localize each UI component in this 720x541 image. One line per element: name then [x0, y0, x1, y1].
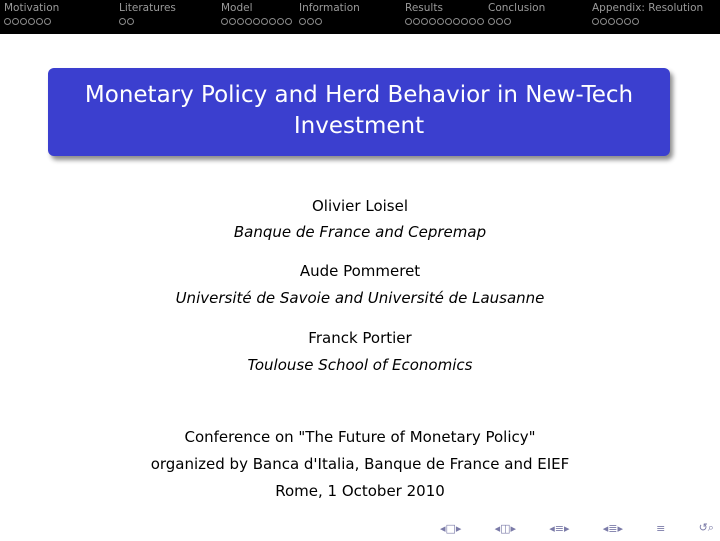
frame-dot[interactable] — [600, 18, 607, 25]
nav-section-model[interactable]: Model — [221, 2, 253, 14]
frame-dots-conclusion — [488, 18, 511, 25]
frame-dot[interactable] — [285, 18, 292, 25]
frame-dot[interactable] — [453, 18, 460, 25]
frame-dot[interactable] — [221, 18, 228, 25]
author-name-1: Olivier Loisel — [312, 197, 408, 215]
frame-dot[interactable] — [245, 18, 252, 25]
frame-dot[interactable] — [119, 18, 126, 25]
frame-dot[interactable] — [229, 18, 236, 25]
frame-dots-information — [299, 18, 322, 25]
frame-dot[interactable] — [632, 18, 639, 25]
toc-icon[interactable]: ≡ — [656, 521, 666, 535]
frame-dot[interactable] — [44, 18, 51, 25]
frame-dot[interactable] — [504, 18, 511, 25]
author-name-2: Aude Pommeret — [299, 262, 421, 280]
nav-section-literatures[interactable]: Literatures — [119, 2, 176, 14]
frame-dot[interactable] — [592, 18, 599, 25]
title-box — [48, 68, 670, 156]
title-line-2: Investment — [293, 113, 425, 139]
frame-dot[interactable] — [261, 18, 268, 25]
frame-dot[interactable] — [469, 18, 476, 25]
frame-dot[interactable] — [315, 18, 322, 25]
frame-dot[interactable] — [299, 18, 306, 25]
frame-dot[interactable] — [28, 18, 35, 25]
frame-dot[interactable] — [461, 18, 468, 25]
header-navigation-bar — [0, 0, 720, 34]
conference-line-3: Rome, 1 October 2010 — [275, 482, 445, 500]
frame-dot[interactable] — [616, 18, 623, 25]
frame-dot[interactable] — [12, 18, 19, 25]
frame-dot[interactable] — [405, 18, 412, 25]
frame-nav-icon[interactable]: ◂◫▸ — [494, 521, 517, 535]
search-icon[interactable]: ↺⌕ — [698, 521, 714, 534]
section-nav-icon[interactable]: ◂≣▸ — [602, 521, 623, 535]
nav-section-conclusion[interactable]: Conclusion — [488, 2, 546, 14]
frame-dots-results — [405, 18, 484, 25]
frame-dot[interactable] — [4, 18, 11, 25]
nav-section-motivation[interactable]: Motivation — [4, 2, 60, 14]
frame-dots-appendix — [592, 18, 639, 25]
nav-section-information[interactable]: Information — [299, 2, 360, 14]
conference-line-2: organized by Banca d'Italia, Banque de France and EIEF — [150, 455, 570, 473]
author-affiliation-1: Banque de France and Cepremap — [233, 223, 487, 241]
frame-dot[interactable] — [445, 18, 452, 25]
frame-dot[interactable] — [477, 18, 484, 25]
frame-dots-motivation — [4, 18, 51, 25]
frame-dot[interactable] — [488, 18, 495, 25]
frame-dot[interactable] — [496, 18, 503, 25]
author-name-3: Franck Portier — [308, 329, 412, 347]
frame-dot[interactable] — [624, 18, 631, 25]
title-line-1: Monetary Policy and Herd Behavior in New-Tech — [84, 82, 634, 108]
frame-dot[interactable] — [36, 18, 43, 25]
frame-dot[interactable] — [429, 18, 436, 25]
nav-section-appendix[interactable]: Appendix: Resolution — [592, 2, 704, 14]
frame-dot[interactable] — [413, 18, 420, 25]
frame-dot[interactable] — [608, 18, 615, 25]
frame-dots-literatures — [119, 18, 134, 25]
frame-dot[interactable] — [307, 18, 314, 25]
frame-dot[interactable] — [277, 18, 284, 25]
beamer-navigation-symbols — [440, 520, 714, 536]
first-frame-icon[interactable]: ◂□▸ — [440, 521, 462, 535]
frame-dot[interactable] — [269, 18, 276, 25]
frame-dots-model — [221, 18, 292, 25]
frame-dot[interactable] — [127, 18, 134, 25]
subsection-nav-icon[interactable]: ◂≡▸ — [549, 521, 570, 535]
frame-dot[interactable] — [437, 18, 444, 25]
frame-dot[interactable] — [237, 18, 244, 25]
frame-dot[interactable] — [253, 18, 260, 25]
nav-section-results[interactable]: Results — [405, 2, 443, 14]
frame-dot[interactable] — [421, 18, 428, 25]
frame-dot[interactable] — [20, 18, 27, 25]
conference-line-1: Conference on "The Future of Monetary Policy" — [184, 428, 536, 446]
author-affiliation-3: Toulouse School of Economics — [247, 356, 473, 374]
author-affiliation-2: Université de Savoie and Université de Lausanne — [175, 289, 545, 307]
